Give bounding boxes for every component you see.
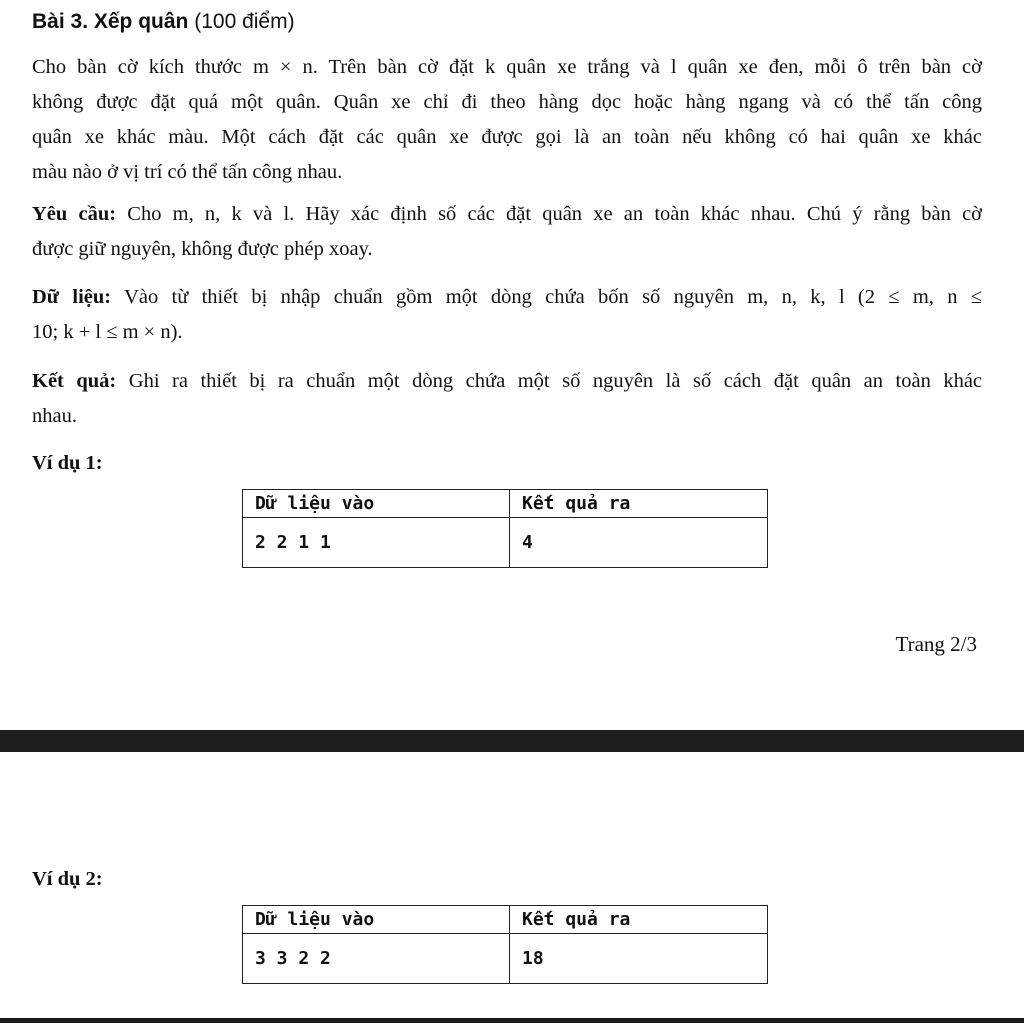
example-1-input-value: 2 2 1 1 bbox=[243, 518, 510, 568]
output-label: Kết quả: bbox=[32, 370, 117, 392]
problem-title bbox=[32, 10, 295, 34]
requirement-text: Cho m, n, k và l. Hãy xác định số các đặt quân xe an toàn khác nhau. Chú ý rằng bàn cờ bbox=[127, 203, 983, 225]
input-section bbox=[32, 280, 982, 350]
example-1-header-output: Kết quả ra bbox=[510, 490, 768, 518]
input-label: Dữ liệu: bbox=[32, 286, 112, 308]
description-line: quân xe khác màu. Một cách đặt các quân xe được gọi là an toàn nếu không có hai quân xe khác bbox=[32, 126, 982, 148]
input-text: Vào từ thiết bị nhập chuẩn gồm một dòng chứa bốn số nguyên m, n, k, l (2 ≤ m, n ≤ bbox=[124, 286, 983, 308]
output-text: nhau. bbox=[32, 405, 77, 427]
description-line: màu nào ở vị trí có thể tấn công nhau. bbox=[32, 161, 343, 183]
output-section bbox=[32, 364, 982, 434]
example-2-label: Ví dụ 2: bbox=[32, 868, 103, 890]
example-1-table bbox=[242, 489, 768, 568]
example-2-input-value: 3 3 2 2 bbox=[243, 934, 510, 984]
output-text: Ghi ra thiết bị ra chuẩn một dòng chứa một số nguyên là số cách đặt quân an toàn khác bbox=[128, 370, 983, 392]
example-1-output-value: 4 bbox=[510, 518, 768, 568]
example-1-label: Ví dụ 1: bbox=[32, 452, 103, 474]
page-separator bbox=[0, 730, 1024, 752]
description-line: không được đặt quá một quân. Quân xe chỉ đi theo hàng dọc hoặc hàng ngang và có thể tấn công bbox=[32, 91, 982, 113]
example-2-table bbox=[242, 905, 768, 984]
example-2-header-input: Dữ liệu vào bbox=[243, 906, 510, 934]
example-2-header-output: Kết quả ra bbox=[510, 906, 768, 934]
problem-description bbox=[32, 50, 982, 190]
example-1-header-input: Dữ liệu vào bbox=[243, 490, 510, 518]
page-number: Trang 2/3 bbox=[895, 632, 977, 656]
example-2-output-value: 18 bbox=[510, 934, 768, 984]
requirement-label: Yêu cầu: bbox=[32, 203, 117, 225]
input-text: 10; k + l ≤ m × n). bbox=[32, 321, 183, 343]
problem-title-points: (100 điểm) bbox=[194, 10, 295, 33]
description-line: Cho bàn cờ kích thước m × n. Trên bàn cờ đặt k quân xe trắng và l quân xe đen, mỗi ô trên bàn cờ bbox=[32, 56, 982, 78]
problem-title-name: Bài 3. Xếp quân bbox=[32, 10, 189, 33]
requirement-section bbox=[32, 197, 982, 267]
requirement-text: được giữ nguyên, không được phép xoay. bbox=[32, 238, 373, 260]
bottom-border bbox=[0, 1018, 1024, 1023]
